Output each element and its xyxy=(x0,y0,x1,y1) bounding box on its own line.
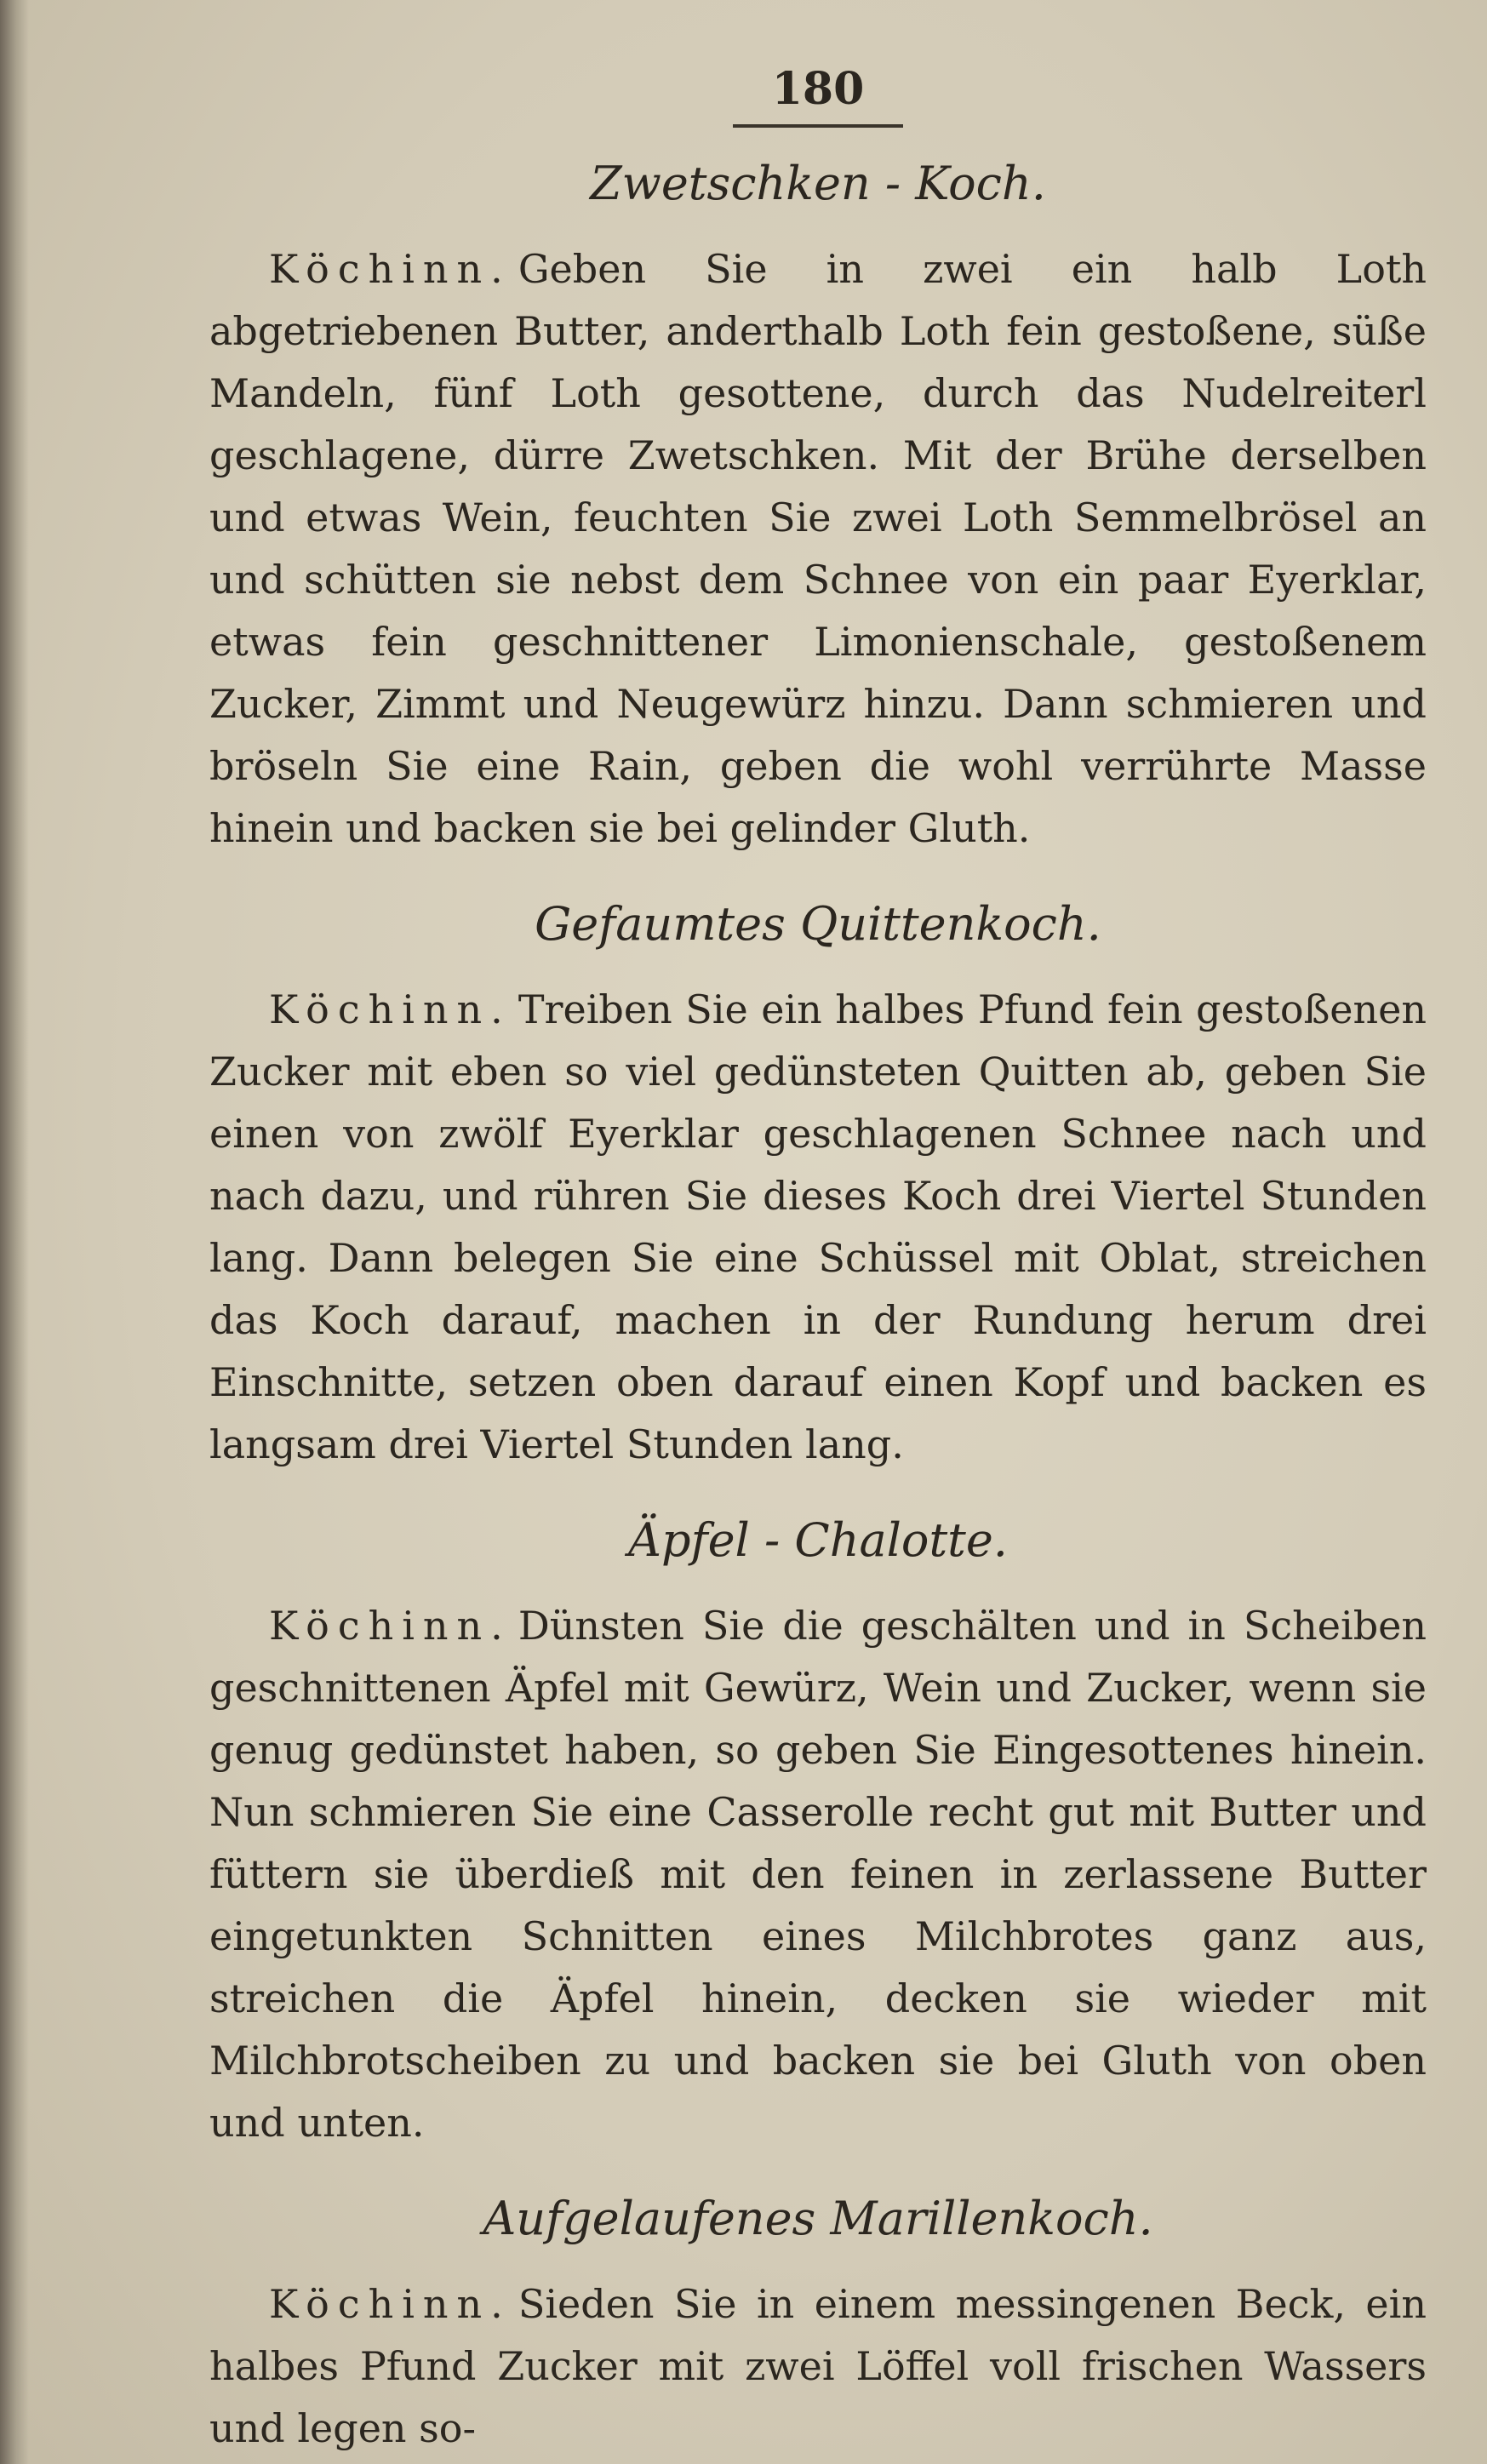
recipe-title: Äpfel - Chalotte. xyxy=(628,1513,1008,1567)
page-content xyxy=(209,60,1427,2460)
recipe-text xyxy=(209,1595,1427,2154)
recipe-text xyxy=(209,238,1427,860)
speaker-label: Köchinn. xyxy=(269,246,512,292)
recipe-title: Gefaumtes Quittenkoch. xyxy=(535,897,1101,951)
recipe-body: Treiben Sie ein halbes Pfund fein gestoßenen Zucker mit eben so viel gedünsteten Quitten ab, geben Sie einen von zwölf Eyerklar geschlagenen Schnee nach und nach dazu, und rühren Sie dieses Koch drei Viertel Stunden lang. Dann belegen Sie eine Schüssel mit Oblat, streichen das Koch darauf, machen in der Rundung herum drei Einschnitte, setzen oben darauf einen Kopf und backen es langsam drei Viertel Stunden lang. xyxy=(209,986,1427,1467)
recipe-text xyxy=(209,2273,1427,2460)
recipe-text xyxy=(209,979,1427,1476)
recipe-body: Geben Sie in zwei ein halb Loth abgetriebenen Butter, anderthalb Loth fein gestoßene, süße Mandeln, fünf Loth gesottene, durch das Nudelreiterl geschlagene, dürre Zwetschken. Mit der Brühe derselben und etwas Wein, feuchten Sie zwei Loth Semmelbrösel an und schütten sie nebst dem Schnee von ein paar Eyerklar, etwas fein geschnittener Limonienschale, gestoßenem Zucker, Zimmt und Neugewürz hinzu. Dann schmieren und bröseln Sie eine Rain, geben die wohl verrührte Masse hinein und backen sie bei gelinder Gluth. xyxy=(209,246,1427,851)
recipe-body: Dünsten Sie die geschälten und in Scheiben geschnittenen Äpfel mit Gewürz, Wein und Zucker, wenn sie genug gedünstet haben, so geben Sie Eingesottenes hinein. Nun schmieren Sie eine Casserolle recht gut mit Butter und füttern sie überdieß mit den feinen in zerlassene Butter eingetunkten Schnitten eines Milchbrotes ganz aus, streichen die Äpfel hinein, decken sie wieder mit Milchbrotscheiben zu und backen sie bei Gluth von oben und unten. xyxy=(209,1603,1427,2146)
speaker-label: Köchinn. xyxy=(269,986,512,1032)
speaker-label: Köchinn. xyxy=(269,1603,512,1649)
page-number: 180 xyxy=(733,60,903,128)
recipe-title: Zwetschken - Koch. xyxy=(590,157,1046,210)
recipe-title: Aufgelaufenes Marillenkoch. xyxy=(483,2192,1153,2245)
book-spine-shadow xyxy=(0,0,29,2464)
speaker-label: Köchinn. xyxy=(269,2281,512,2327)
recipe-body: Sieden Sie in einem messingenen Beck, ein halbes Pfund Zucker mit zwei Löffel voll frischen Wassers und legen so- xyxy=(209,2281,1427,2451)
